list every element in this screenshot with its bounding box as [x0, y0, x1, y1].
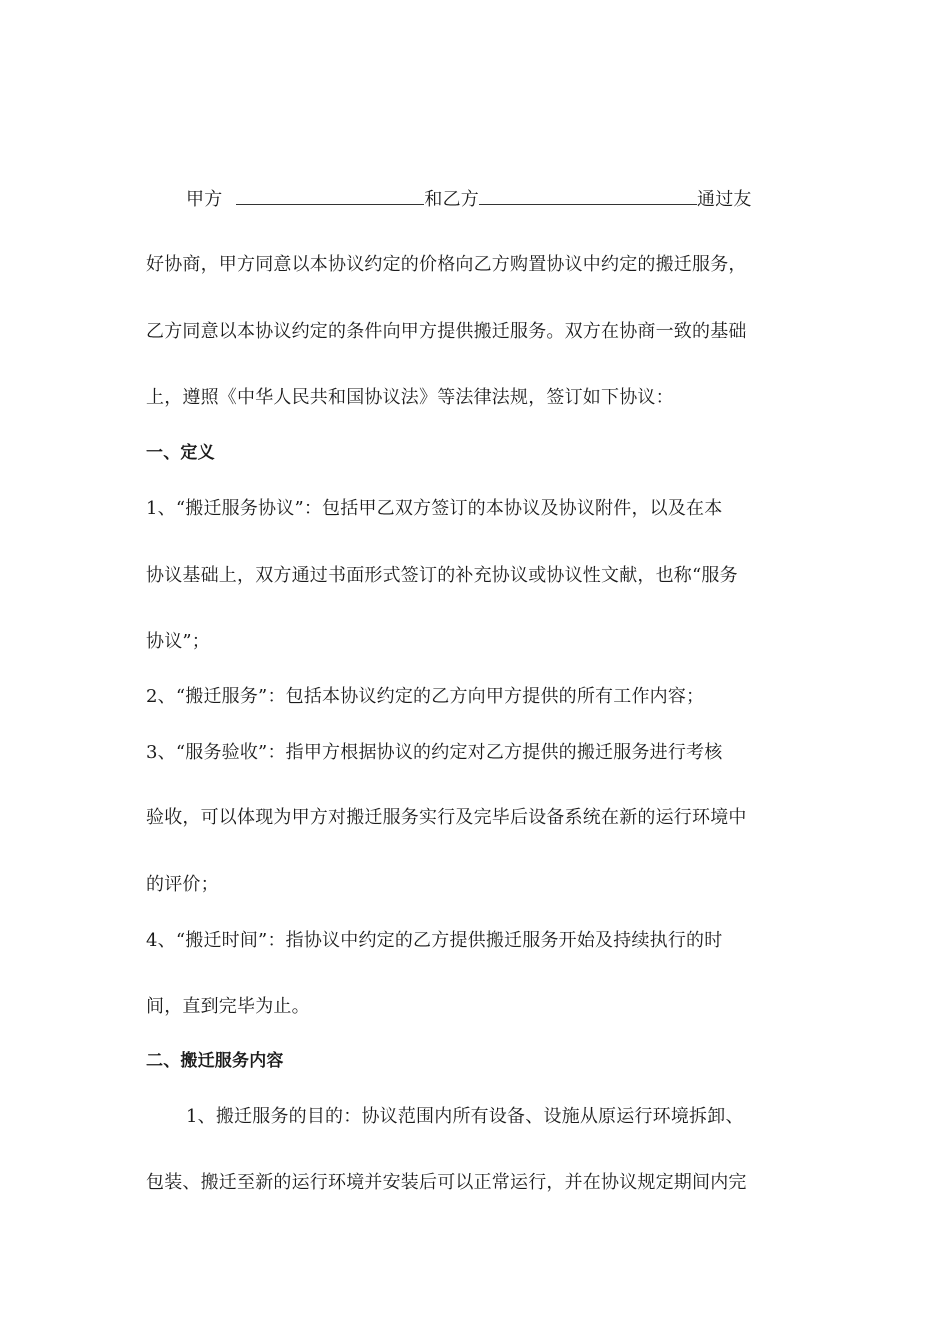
- section-1-heading: 一、定义: [146, 443, 215, 463]
- definition-3-line-1: 3、“服务验收”：指甲方根据协议的约定对乙方提供的搬迁服务进行考核: [146, 742, 723, 763]
- service-content-1-line-2: 包装、搬迁至新的运行环境并安装后可以正常运行，并在协议规定期间内完: [146, 1172, 747, 1193]
- intro-line-4: 上，遵照《中华人民共和国协议法》等法律法规，签订如下协议：: [146, 387, 674, 408]
- service-content-1-line-1: 1、搬迁服务的目的：协议范围内所有设备、设施从原运行环境拆卸、: [186, 1106, 744, 1127]
- definition-1-line-1: 1、“搬迁服务协议”：包括甲乙双方签订的本协议及协议附件，以及在本: [146, 498, 723, 519]
- definition-3-line-2: 验收，可以体现为甲方对搬迁服务实行及完毕后设备系统在新的运行环境中: [146, 807, 747, 828]
- definition-2-line-1: 2、“搬迁服务”：包括本协议约定的乙方向甲方提供的所有工作内容；: [146, 686, 705, 707]
- party-a-blank[interactable]: [236, 186, 424, 205]
- intro-line-3: 乙方同意以本协议约定的条件向甲方提供搬迁服务。双方在协商一致的基础: [146, 321, 747, 342]
- intro-line-1: [186, 186, 826, 212]
- definition-3-line-3: 的评价；: [146, 874, 219, 895]
- definition-1-line-2: 协议基础上，双方通过书面形式签订的补充协议或协议性文献，也称“服务: [146, 565, 738, 586]
- party-b-blank[interactable]: [479, 186, 697, 205]
- definition-1-line-3: 协议”；: [146, 631, 211, 652]
- party-a-label: 甲方: [186, 189, 223, 210]
- party-b-label: 和乙方: [424, 189, 480, 210]
- intro-line-1-tail: 通过友: [697, 189, 752, 210]
- definition-4-line-1: 4、“搬迁时间”：指协议中约定的乙方提供搬迁服务开始及持续执行的时: [146, 930, 723, 951]
- section-2-heading: 二、搬迁服务内容: [146, 1051, 284, 1071]
- definition-4-line-2: 间，直到完毕为止。: [146, 996, 310, 1017]
- intro-line-2: 好协商，甲方同意以本协议约定的价格向乙方购置协议中约定的搬迁服务，: [146, 254, 747, 275]
